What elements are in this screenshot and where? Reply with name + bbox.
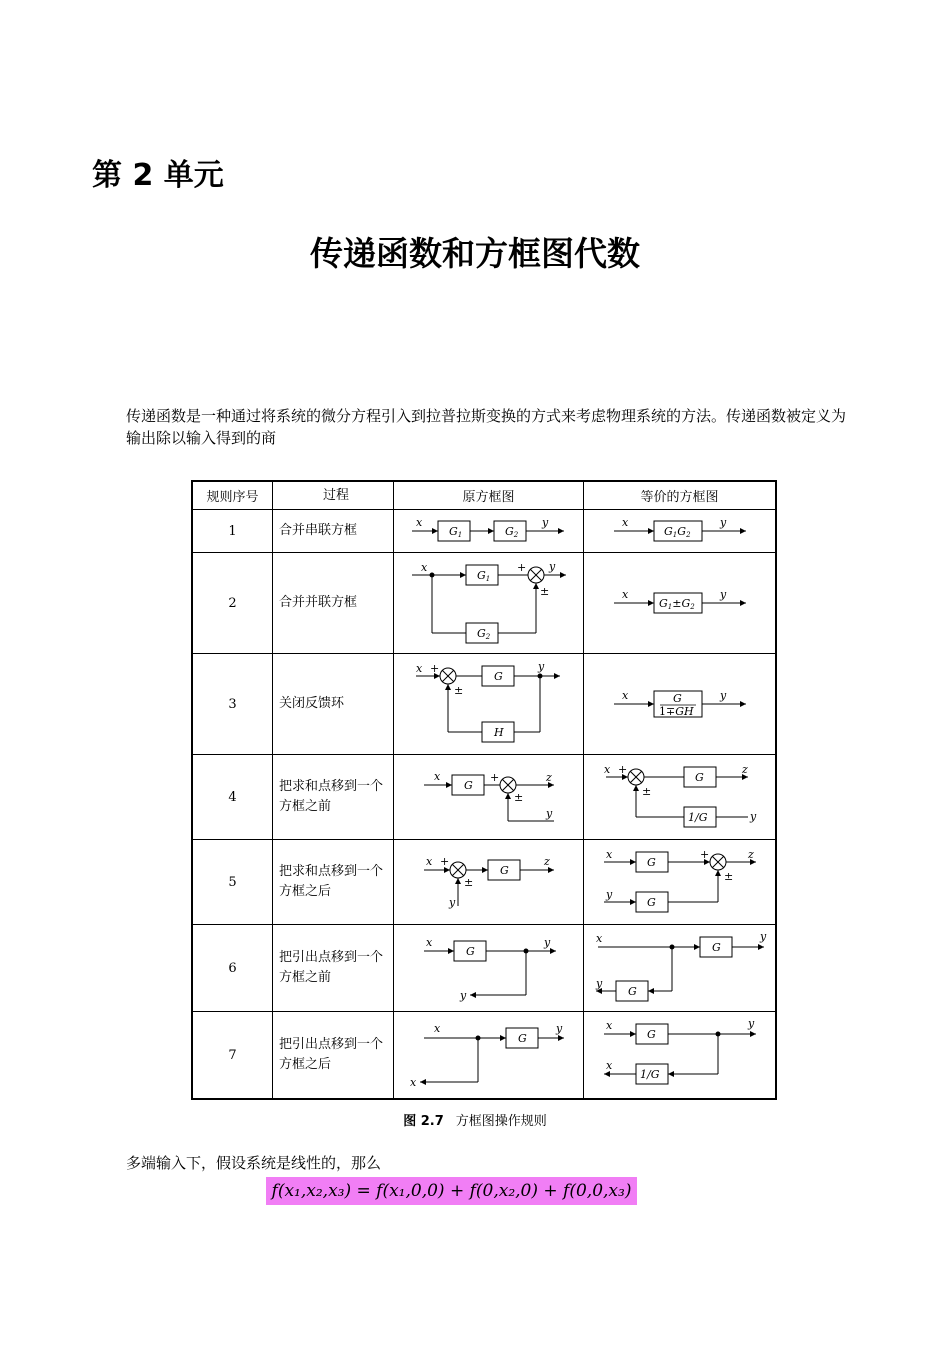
svg-text:z: z (742, 763, 748, 776)
svg-text:y: y (606, 888, 613, 901)
svg-text:+: + (618, 763, 628, 776)
linearity-formula: f(x₁,x₂,x₃) = f(x₁,0,0) + f(0,x₂,0) + f(0,0,x₃) (266, 1177, 637, 1205)
svg-text:x: x (426, 855, 433, 868)
equivalent-diagram (584, 925, 777, 1012)
svg-text:1∓GH: 1∓GH (659, 705, 694, 718)
svg-text:z: z (748, 848, 754, 861)
svg-text:y: y (544, 936, 551, 949)
svg-text:G: G (500, 864, 509, 877)
page-title: 传递函数和方框图代数 (310, 234, 640, 273)
pickoff-after-equivalent (584, 1012, 775, 1098)
header-rule-no: 规则序号 (192, 481, 273, 510)
equivalent-diagram (584, 755, 777, 840)
svg-text:y: y (720, 588, 727, 601)
svg-text:x: x (606, 1019, 613, 1032)
rule-number: 4 (192, 755, 273, 840)
svg-text:x: x (622, 588, 629, 601)
rule-number: 5 (192, 840, 273, 925)
svg-text:y: y (460, 989, 467, 1002)
svg-text:G1±G2: G1±G2 (659, 597, 695, 611)
table-row (192, 755, 776, 840)
rule-number: 6 (192, 925, 273, 1012)
table-row (192, 510, 776, 553)
original-diagram (394, 510, 584, 553)
figure-caption-text: 方框图操作规则 (455, 1114, 547, 1129)
svg-text:+: + (700, 848, 710, 861)
svg-text:G: G (673, 692, 682, 705)
series-diagram (394, 510, 583, 552)
block-diagram-rules-table (191, 480, 777, 1100)
svg-text:x: x (622, 516, 629, 529)
pickoff-after-original (394, 1012, 583, 1098)
summing-before-original (394, 755, 583, 839)
table-row (192, 654, 776, 755)
original-diagram (394, 755, 584, 840)
svg-text:y: y (449, 896, 456, 909)
svg-text:G1G2: G1G2 (664, 525, 691, 539)
header-process: 过程 (273, 481, 394, 510)
svg-text:G: G (712, 941, 721, 954)
rule-process: 把求和点移到一个方框之前 (273, 755, 394, 840)
svg-text:x: x (434, 770, 441, 783)
svg-text:y: y (720, 689, 727, 702)
svg-text:z: z (544, 855, 550, 868)
parallel-diagram (394, 553, 583, 653)
rule-process: 把引出点移到一个方框之前 (273, 925, 394, 1012)
svg-text:y: y (596, 977, 603, 990)
rule-process: 把求和点移到一个方框之后 (273, 840, 394, 925)
figure-caption (0, 1110, 950, 1129)
feedback-loop-diagram (394, 654, 583, 754)
summing-after-original (394, 840, 583, 924)
svg-text:+: + (490, 771, 500, 784)
svg-text:+: + (517, 561, 527, 574)
rule-number: 7 (192, 1012, 273, 1100)
table-row (192, 840, 776, 925)
svg-text:H: H (494, 726, 504, 739)
equivalent-diagram (584, 1012, 777, 1100)
table-header-row (192, 481, 776, 510)
svg-text:x: x (426, 936, 433, 949)
svg-text:y: y (538, 660, 545, 673)
svg-text:G: G (647, 856, 656, 869)
svg-text:G1: G1 (477, 569, 491, 583)
svg-text:±: ± (724, 870, 734, 883)
svg-text:y: y (760, 930, 767, 943)
original-diagram (394, 1012, 584, 1100)
svg-text:G: G (494, 670, 503, 683)
svg-text:x: x (416, 516, 423, 529)
pickoff-before-equivalent (584, 925, 775, 1011)
table-row (192, 553, 776, 654)
svg-text:G: G (628, 985, 637, 998)
svg-text:y: y (549, 560, 556, 573)
header-equivalent: 等价的方框图 (584, 481, 777, 510)
svg-text:±: ± (514, 791, 524, 804)
rule-number: 2 (192, 553, 273, 654)
rule-number: 3 (192, 654, 273, 755)
svg-text:x: x (604, 763, 611, 776)
svg-text:+: + (440, 855, 450, 868)
svg-text:G: G (647, 1028, 656, 1041)
svg-text:±: ± (454, 684, 464, 697)
svg-text:x: x (606, 848, 613, 861)
svg-text:±: ± (642, 785, 652, 798)
svg-text:x: x (410, 1076, 417, 1089)
original-diagram (394, 840, 584, 925)
svg-text:G2: G2 (477, 627, 491, 641)
equivalent-diagram (584, 510, 777, 553)
svg-text:G: G (466, 945, 475, 958)
intro-paragraph: 传递函数是一种通过将系统的微分方程引入到拉普拉斯变换的方式来考虑物理系统的方法。传递函数被定义为输出除以输入得到的商 (126, 407, 847, 447)
svg-text:y: y (556, 1022, 563, 1035)
svg-text:1/G: 1/G (640, 1068, 660, 1081)
unit-heading: 第 2 单元 (92, 158, 224, 193)
svg-text:x: x (421, 561, 428, 574)
multi-input-text: 多端输入下，假设系统是线性的，那么 (126, 1154, 382, 1172)
svg-text:z: z (546, 771, 552, 784)
svg-text:+: + (430, 662, 440, 675)
svg-text:y: y (748, 1017, 755, 1030)
svg-text:x: x (622, 689, 629, 702)
svg-text:x: x (596, 932, 603, 945)
rule-process: 合并串联方框 (273, 510, 394, 553)
original-diagram (394, 654, 584, 755)
rule-process: 合并并联方框 (273, 553, 394, 654)
rule-process: 关闭反馈环 (273, 654, 394, 755)
summing-after-equivalent (584, 840, 775, 924)
svg-text:±: ± (464, 876, 474, 889)
svg-text:G: G (518, 1032, 527, 1045)
svg-text:±: ± (540, 585, 550, 598)
pickoff-before-original (394, 925, 583, 1011)
original-diagram (394, 553, 584, 654)
rule-number: 1 (192, 510, 273, 553)
summing-before-equivalent (584, 755, 775, 839)
rule-process: 把引出点移到一个方框之后 (273, 1012, 394, 1100)
table-row (192, 925, 776, 1012)
feedback-equivalent (584, 654, 775, 754)
equivalent-diagram (584, 840, 777, 925)
svg-text:y: y (546, 807, 553, 820)
svg-text:G1: G1 (449, 525, 463, 539)
svg-text:x: x (434, 1022, 441, 1035)
original-diagram (394, 925, 584, 1012)
svg-text:G: G (647, 896, 656, 909)
table-row (192, 1012, 776, 1100)
parallel-equivalent (584, 553, 775, 653)
svg-text:G2: G2 (505, 525, 519, 539)
svg-text:x: x (416, 662, 423, 675)
svg-text:y: y (720, 516, 727, 529)
equivalent-diagram (584, 654, 777, 755)
svg-text:1/G: 1/G (688, 811, 708, 824)
series-equivalent (584, 510, 775, 552)
svg-text:y: y (542, 516, 549, 529)
svg-text:G: G (695, 771, 704, 784)
svg-text:G: G (464, 779, 473, 792)
header-original: 原方框图 (394, 481, 584, 510)
figure-number: 图 2.7 (403, 1114, 444, 1129)
svg-text:x: x (606, 1059, 613, 1072)
equivalent-diagram (584, 553, 777, 654)
svg-text:y: y (750, 810, 757, 823)
